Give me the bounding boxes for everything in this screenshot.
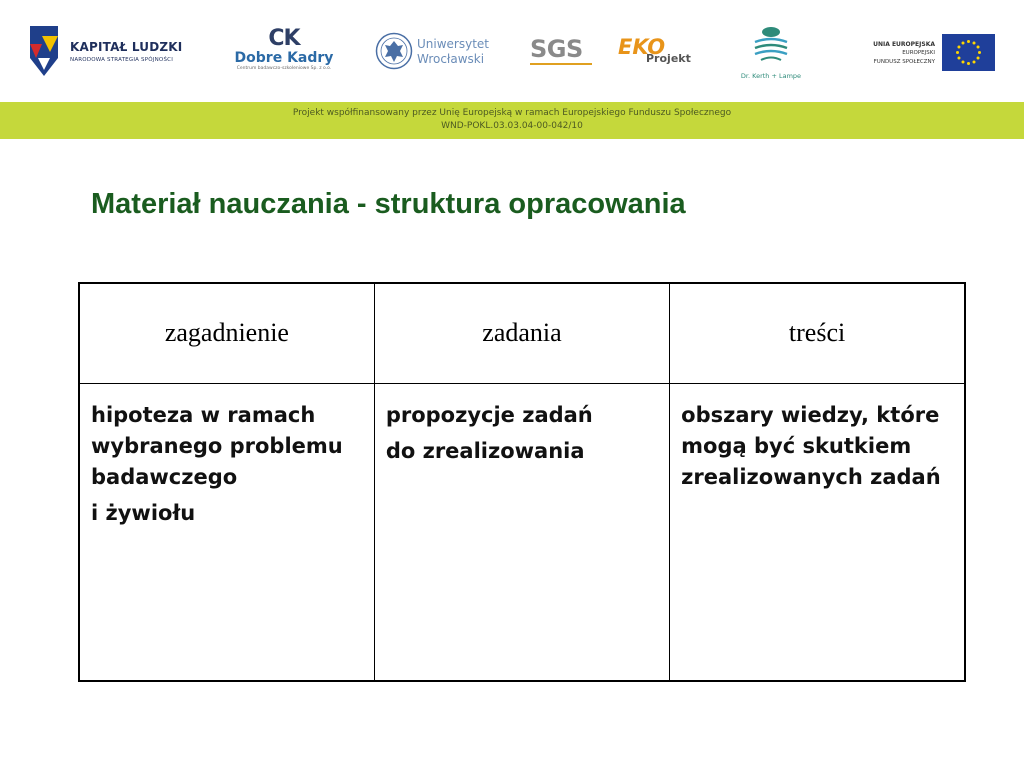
- kerth-lampe-logo: [735, 24, 807, 80]
- cell-zadania: [374, 383, 669, 681]
- eko-logo: [618, 35, 691, 68]
- eu-star-icon: [957, 57, 960, 60]
- logo-bar: [0, 0, 1024, 102]
- kapital-ludzki-name: KAPITAŁ LUDZKI: [70, 40, 183, 54]
- eu-star-icon: [973, 41, 976, 44]
- dobre-kadry-subtitle: Centrum badawczo-szkoleniowe Sp. z o.o.: [236, 66, 332, 71]
- funding-banner-line2: WND-POKL.03.03.04-00-042/10: [441, 121, 583, 131]
- eu-star-icon: [977, 46, 980, 49]
- eu-flag-field: [942, 34, 995, 71]
- cell-tresci-text: obszary wiedzy, które mogą być skutkiem zrealizowanych zadań: [681, 402, 941, 489]
- cell-zagadnienie-text-2: i żywiołu: [91, 500, 196, 525]
- header-cell-zagadnienie: zagadnienie: [79, 283, 374, 383]
- cell-zadania-text-2: do zrealizowania: [385, 438, 585, 463]
- dobre-kadry-name: Dobre Kadry: [234, 50, 334, 66]
- dobre-kadry-mark: CK: [268, 26, 300, 51]
- eu-line2: EUROPEJSKI: [902, 50, 935, 56]
- sgs-underline: [530, 63, 592, 65]
- sgs-logo: [530, 36, 592, 68]
- kapital-ludzki-emblem: [28, 24, 60, 78]
- uwr-line2: Wrocławski: [417, 52, 485, 66]
- dobre-kadry-logo: [234, 28, 334, 78]
- funding-banner: [0, 102, 1024, 139]
- kapital-ludzki-logo: [28, 24, 203, 80]
- kerth-lampe-name: Dr. Kerth + Lampe: [740, 72, 802, 80]
- eu-star-icon: [977, 57, 980, 60]
- eu-line3: FUNDUSZ SPOŁECZNY: [873, 59, 935, 65]
- eu-star-icon: [967, 62, 970, 65]
- table-header-row: [79, 283, 965, 383]
- funding-banner-text: [0, 102, 1024, 133]
- kapital-ludzki-subtitle: NARODOWA STRATEGIA SPÓJNOŚCI: [70, 57, 174, 63]
- uwr-seal-icon: [375, 32, 413, 70]
- cell-zagadnienie-text: hipoteza w ramach wybranego problemu badawczego: [91, 402, 343, 489]
- eu-star-icon: [978, 51, 981, 54]
- eko-subtitle: Projekt: [646, 52, 691, 65]
- eu-logo: [860, 34, 995, 74]
- eu-star-icon: [956, 51, 959, 54]
- eu-star-icon: [973, 61, 976, 64]
- eu-star-icon: [962, 61, 965, 64]
- eu-text: [873, 40, 935, 67]
- eu-line1: UNIA EUROPEJSKA: [873, 41, 935, 48]
- cell-zagadnienie: [79, 383, 374, 681]
- funding-banner-line1: Projekt współfinansowany przez Unię Europejską w ramach Europejskiego Funduszu Społecznego: [292, 108, 732, 118]
- eu-star-icon: [967, 40, 970, 43]
- header-cell-zadania: zadania: [374, 283, 669, 383]
- uwr-line1: Uniwersytet: [417, 37, 489, 51]
- eu-flag-icon: [942, 34, 995, 71]
- cell-zadania-text: propozycje zadań: [385, 402, 593, 427]
- sgs-name: SGS: [530, 35, 583, 63]
- table-body-row: [79, 383, 965, 681]
- structure-table: [78, 282, 966, 682]
- uwr-logo: [375, 32, 500, 72]
- eko-name: EKO: [618, 35, 666, 59]
- eu-star-icon: [962, 41, 965, 44]
- cell-tresci: [670, 383, 965, 681]
- page-title: Materiał nauczania - struktura opracowania: [91, 188, 686, 220]
- header-cell-tresci: treści: [670, 283, 965, 383]
- kerth-lampe-mark-icon: [751, 24, 791, 64]
- eu-star-icon: [957, 46, 960, 49]
